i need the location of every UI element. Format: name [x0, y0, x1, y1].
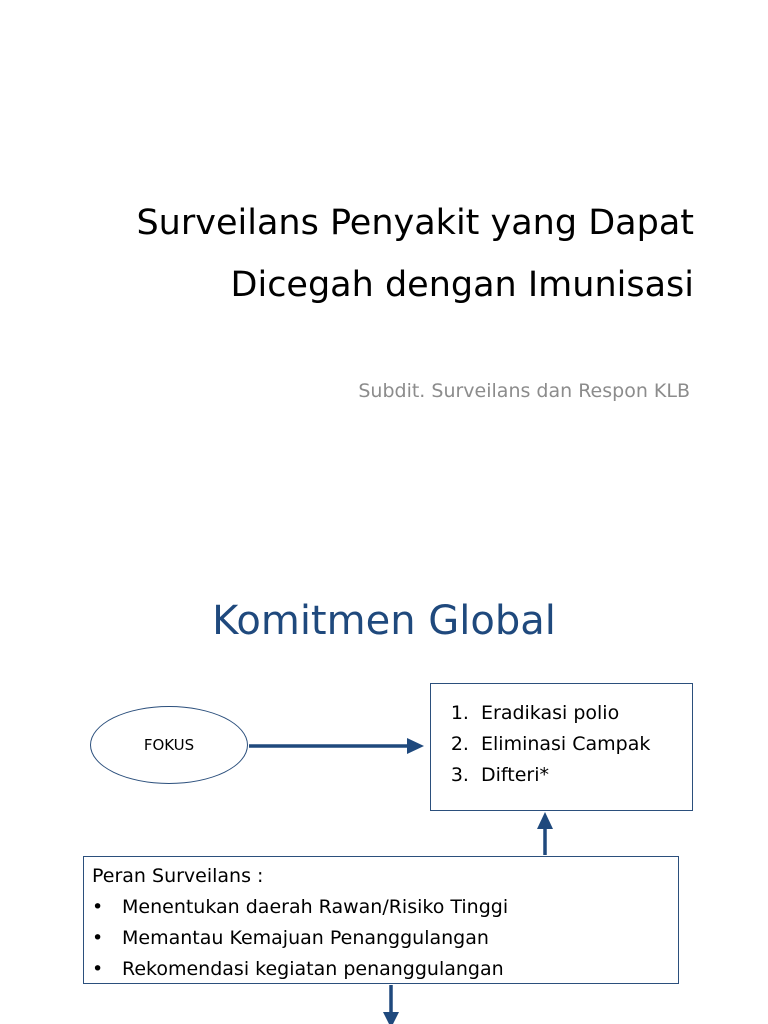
title-line-1: Surveilans Penyakit yang Dapat [136, 203, 694, 243]
peran-list [92, 892, 670, 985]
target-item: 1. Eradikasi polio [475, 698, 686, 729]
peran-surveilans-box [83, 856, 679, 984]
targets-box [430, 683, 693, 811]
target-item: 3. Difteri* [475, 760, 686, 791]
slide-subtitle: Subdit. Surveilans dan Respon KLB [358, 380, 690, 402]
arrow-peran-down [383, 985, 399, 1024]
targets-list [439, 698, 686, 791]
target-item: 2. Eliminasi Campak [475, 729, 686, 760]
peran-heading: Peran Surveilans : [92, 865, 264, 887]
slide-title-heading [54, 192, 694, 316]
fokus-ellipse [90, 706, 248, 784]
peran-item: • Menentukan daerah Rawan/Risiko Tinggi [122, 892, 670, 923]
title-line-2: Dicegah dengan Imunisasi [230, 265, 694, 305]
peran-item: • Rekomendasi kegiatan penanggulangan [122, 954, 670, 985]
fokus-label: FOKUS [143, 736, 195, 754]
arrow-fokus-to-targets [249, 738, 424, 754]
slide2-title: Komitmen Global [212, 598, 556, 644]
peran-item: • Memantau Kemajuan Penanggulangan [122, 923, 670, 954]
slide-komitmen-global [0, 576, 768, 1024]
arrow-peran-to-targets [537, 812, 553, 855]
